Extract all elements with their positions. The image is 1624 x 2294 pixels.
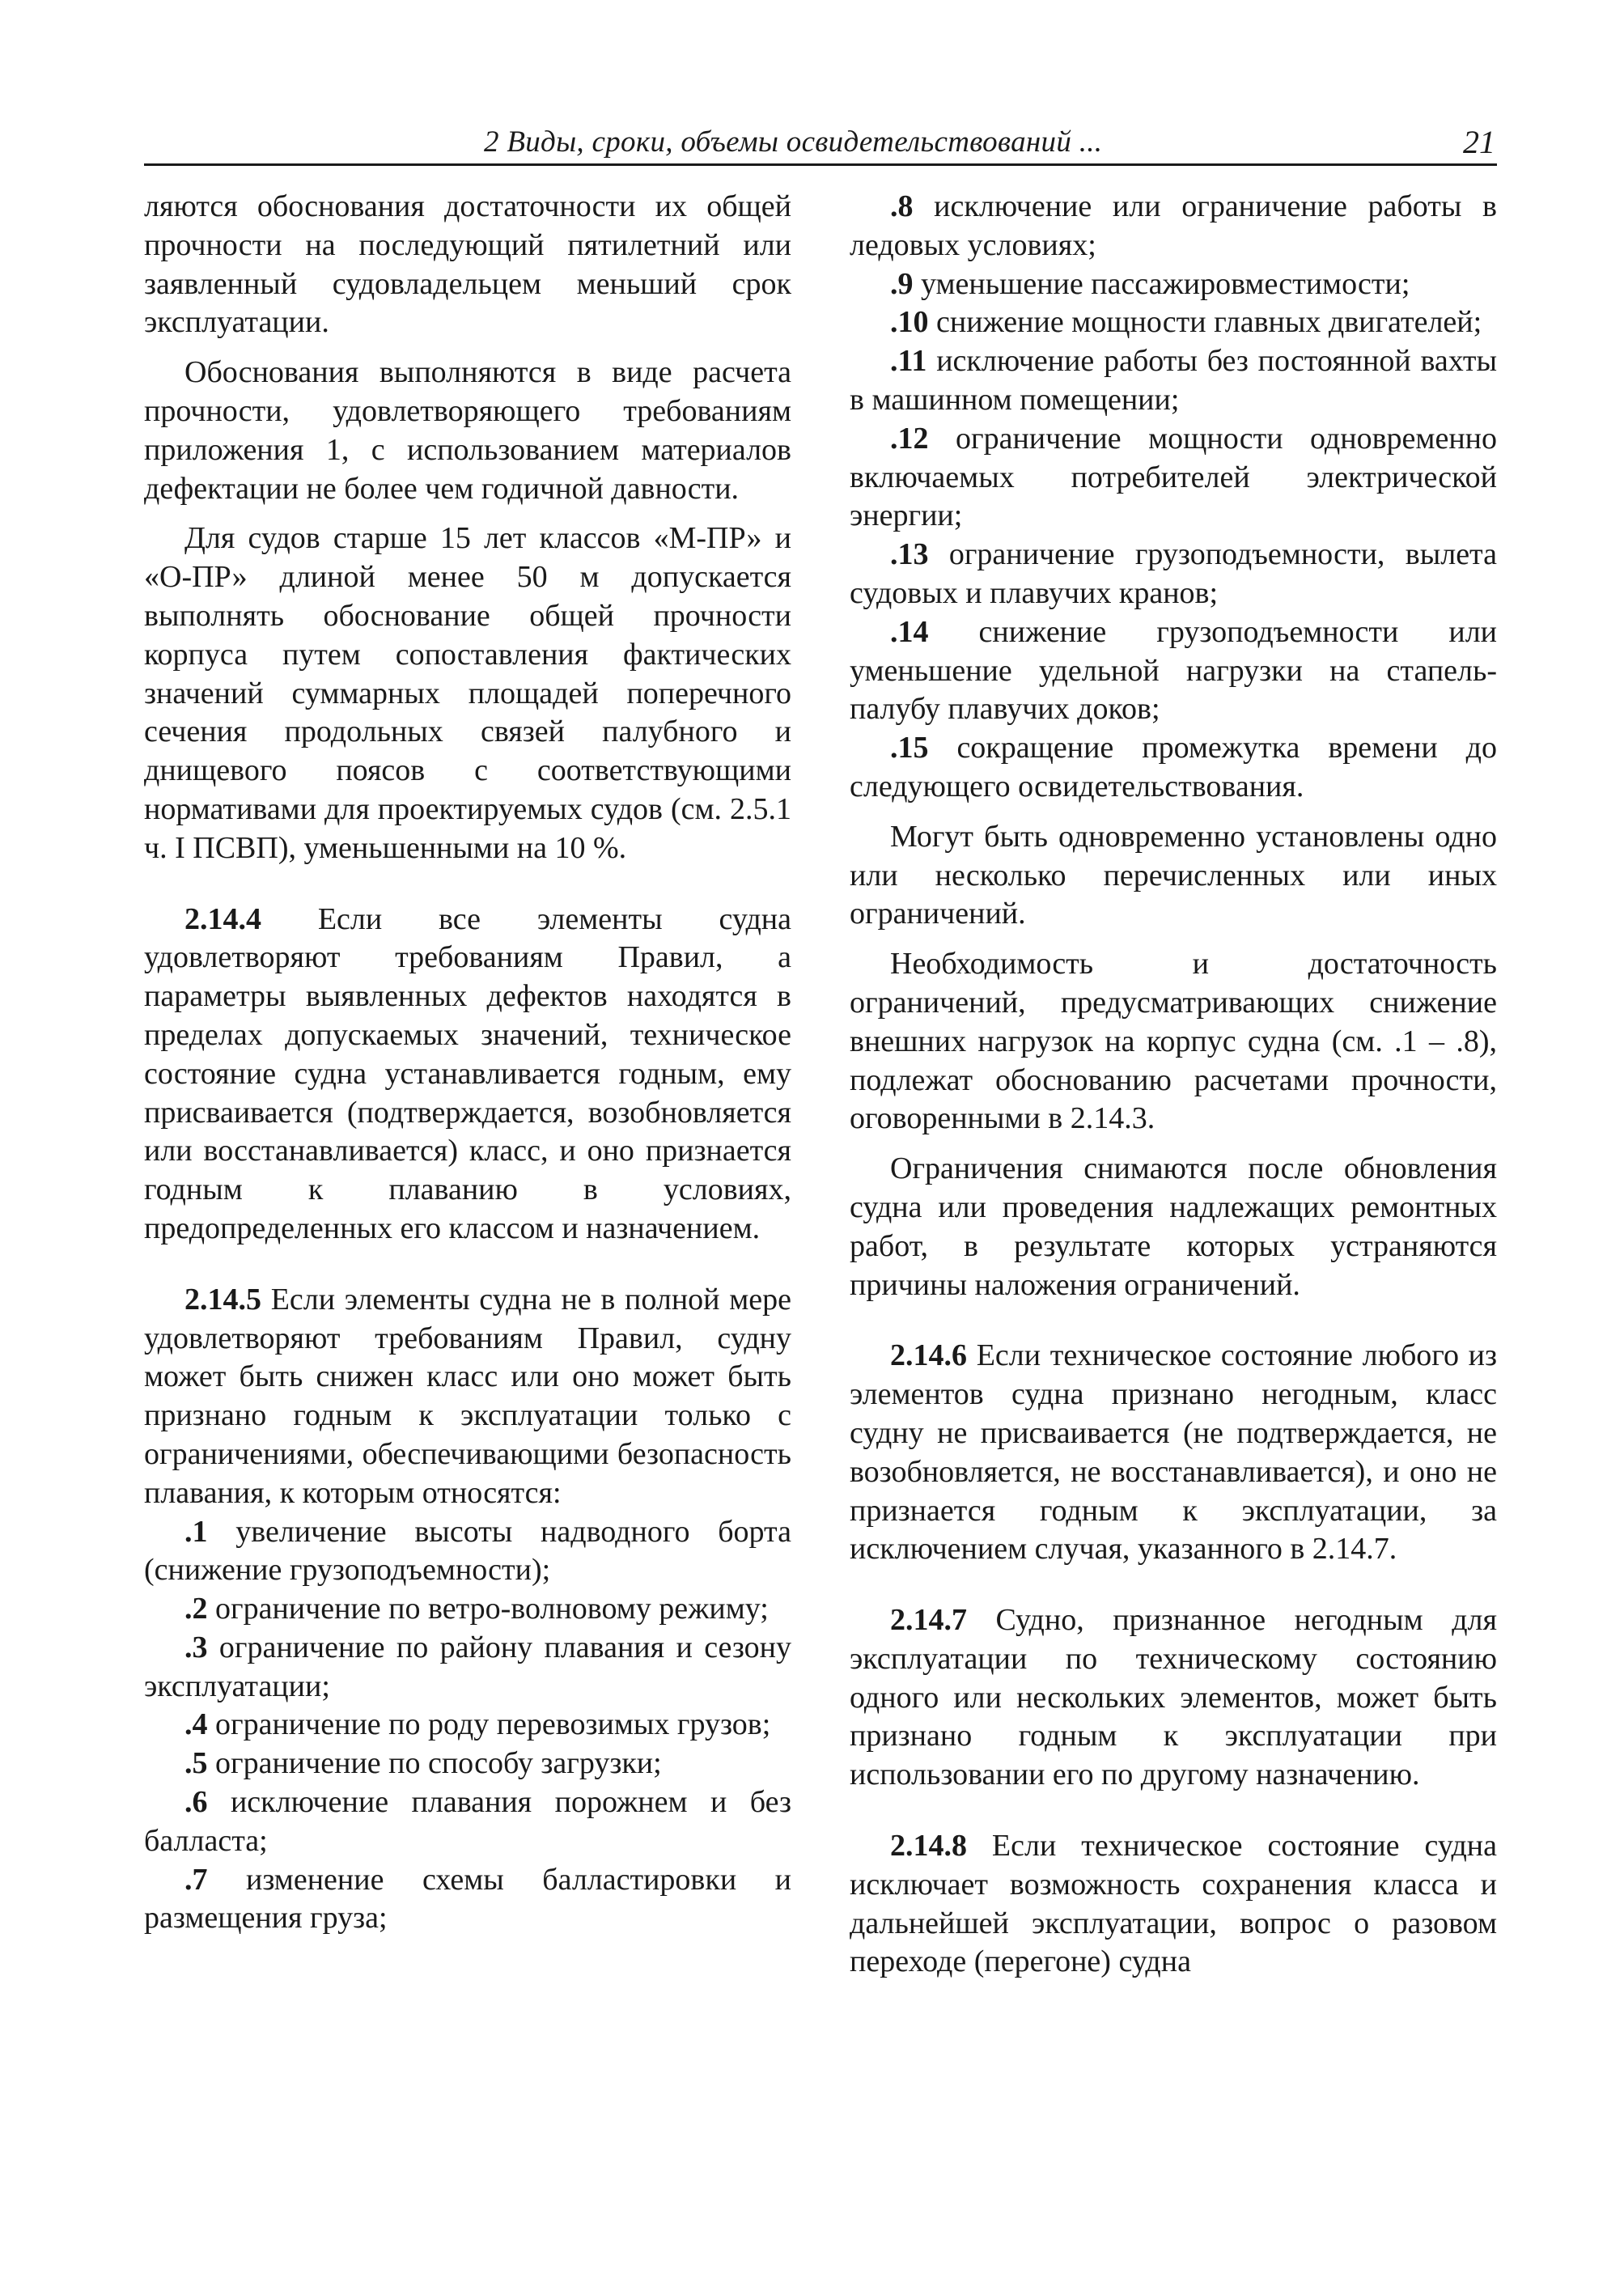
list-item bbox=[850, 729, 1497, 807]
section-2-14-8 bbox=[850, 1827, 1497, 1982]
item-text: увеличение высоты надводного борта (снижение грузоподъемности); bbox=[144, 1514, 791, 1588]
page-number: 21 bbox=[1463, 124, 1495, 160]
list-item bbox=[850, 420, 1497, 536]
section-text: Если техническое состояние любого из элементов судна признано негодным, класс судну не присваивается (не подтверждается, не возобновляется, не восстанавливается), и оно не признается годным к эксплуатации, за исключением случая, указанного в 2.14.7. bbox=[850, 1338, 1497, 1567]
item-number: .4 bbox=[184, 1707, 208, 1742]
item-text: ограничение мощности одновременно включаемых потребителей электрической энергии; bbox=[850, 421, 1497, 533]
item-text: снижение мощности главных двигателей; bbox=[928, 305, 1482, 340]
item-number: .13 bbox=[890, 537, 929, 572]
list-item bbox=[144, 1706, 791, 1745]
item-number: .8 bbox=[890, 189, 914, 223]
paragraph-justification: Обоснования выполняются в виде расчета прочности, удовлетворяющего требованиям приложения 1, с использованием материалов дефектации не более чем годичной давности. bbox=[144, 355, 791, 506]
section-text: Если все элементы судна удовлетворяют требованиям Правил, а параметры выявленных дефектов находятся в пределах допускаемых значений, техническое состояние судна устанавливается годным, ему присваивается (подтверждается, возобновляется или восстанавливается) класс, и оно признается годным к плаванию в условиях, предопределенных его классом и назначением. bbox=[144, 901, 791, 1245]
list-item bbox=[850, 536, 1497, 613]
list-item bbox=[144, 1783, 791, 1861]
section-2-14-4 bbox=[144, 901, 791, 1249]
header-title: 2 Виды, сроки, объемы освидетельствований ... bbox=[484, 125, 1103, 159]
item-text: ограничение по способу загрузки; bbox=[207, 1746, 662, 1781]
item-number: .3 bbox=[184, 1630, 208, 1664]
item-text: ограничение по району плавания и сезону эксплуатации; bbox=[144, 1630, 791, 1703]
section-text: Судно, признанное негодным для эксплуатации по техническому состоянию одного или нескольких элементов, может быть признано годным к эксплуатации при использовании его по другому назначению. bbox=[850, 1603, 1497, 1792]
section-number: 2.14.5 bbox=[184, 1282, 261, 1317]
list-item bbox=[144, 1861, 791, 1939]
paragraph-continued: ляются обоснования достаточности их общей прочности на последующий пятилетний или заявленный судовладельцем меньший срок эксплуатации. bbox=[144, 189, 791, 340]
item-number: .15 bbox=[890, 731, 929, 765]
item-number: .9 bbox=[890, 266, 914, 301]
item-text: исключение плавания порожнем и без балласта; bbox=[144, 1785, 791, 1858]
list-item bbox=[850, 265, 1497, 304]
paragraph-necessity: Необходимость и достаточность ограничений, предусматривающих снижение внешних нагрузок на корпус судна (см. .1 – .8), подлежат обоснованию расчетами прочности, оговоренными в 2.14.3. bbox=[850, 947, 1497, 1136]
item-text: изменение схемы балластировки и размещения груза; bbox=[144, 1862, 791, 1936]
paragraph-multiple-restrictions: Могут быть одновременно установлены одно или несколько перечисленных или иных ограничений. bbox=[850, 819, 1497, 931]
list-item bbox=[850, 613, 1497, 729]
item-text: ограничение грузоподъемности, вылета судовых и плавучих кранов; bbox=[850, 537, 1497, 610]
section-number: 2.14.7 bbox=[890, 1603, 967, 1638]
right-column bbox=[850, 188, 1497, 1982]
item-text: уменьшение пассажировместимости; bbox=[913, 266, 1410, 301]
left-column bbox=[144, 188, 791, 1938]
list-item bbox=[144, 1629, 791, 1707]
item-number: .7 bbox=[184, 1862, 208, 1897]
item-text: исключение работы без постоянной вахты в машинном помещении; bbox=[850, 344, 1497, 417]
item-text: снижение грузоподъемности или уменьшение удельной нагрузки на стапель-палубу плавучих доков; bbox=[850, 614, 1497, 727]
section-text: Если элементы судна не в полной мере удовлетворяют требованиям Правил, судну может быть снижен класс или оно может быть признано годным к эксплуатации только с ограничениями, обеспечивающими безопасность плавания, к которым относятся: bbox=[144, 1282, 791, 1510]
section-number: 2.14.4 bbox=[184, 901, 261, 936]
item-number: .5 bbox=[184, 1746, 208, 1781]
paragraph-old-ships: Для судов старше 15 лет классов «М-ПР» и «О-ПР» длиной менее 50 м допускается выполнять обоснование общей прочности корпуса путем сопоставления фактических значений суммарных площадей поперечного сечения продольных связей палубного и днищевого поясов с соответствующими нормативами для проектируемых судов (см. 2.5.1 ч. I ПСВП), уменьшенными на 10 %. bbox=[144, 521, 791, 865]
section-2-14-5 bbox=[144, 1281, 791, 1513]
item-text: исключение или ограничение работы в ледовых условиях; bbox=[850, 189, 1497, 262]
item-text: ограничение по ветро-волновому режиму; bbox=[207, 1592, 769, 1626]
section-text: Если техническое состояние судна исключает возможность сохранения класса и дальнейшей эксплуатации, вопрос о разовом переходе (перегоне) судна bbox=[850, 1829, 1497, 1979]
item-number: .12 bbox=[890, 421, 929, 456]
item-number: .11 bbox=[890, 344, 927, 379]
list-item bbox=[850, 342, 1497, 420]
running-header bbox=[144, 121, 1497, 166]
item-number: .1 bbox=[184, 1514, 208, 1549]
section-2-14-6 bbox=[850, 1337, 1497, 1569]
item-number: .6 bbox=[184, 1785, 208, 1820]
list-item bbox=[850, 303, 1497, 342]
paragraph-restrictions-removed: Ограничения снимаются после обновления судна или проведения надлежащих ремонтных работ, в результате которых устраняются причины наложения ограничений. bbox=[850, 1151, 1497, 1302]
list-item bbox=[144, 1590, 791, 1629]
item-number: .14 bbox=[890, 614, 929, 649]
section-number: 2.14.6 bbox=[890, 1338, 967, 1373]
item-number: .2 bbox=[184, 1592, 208, 1626]
section-2-14-7 bbox=[850, 1601, 1497, 1795]
list-item bbox=[850, 188, 1497, 265]
item-text: ограничение по роду перевозимых грузов; bbox=[207, 1707, 771, 1742]
item-text: сокращение промежутка времени до следующего освидетельствования. bbox=[850, 731, 1497, 804]
section-number: 2.14.8 bbox=[890, 1829, 967, 1864]
item-number: .10 bbox=[890, 305, 929, 340]
list-item bbox=[144, 1745, 791, 1783]
list-item bbox=[144, 1513, 791, 1591]
